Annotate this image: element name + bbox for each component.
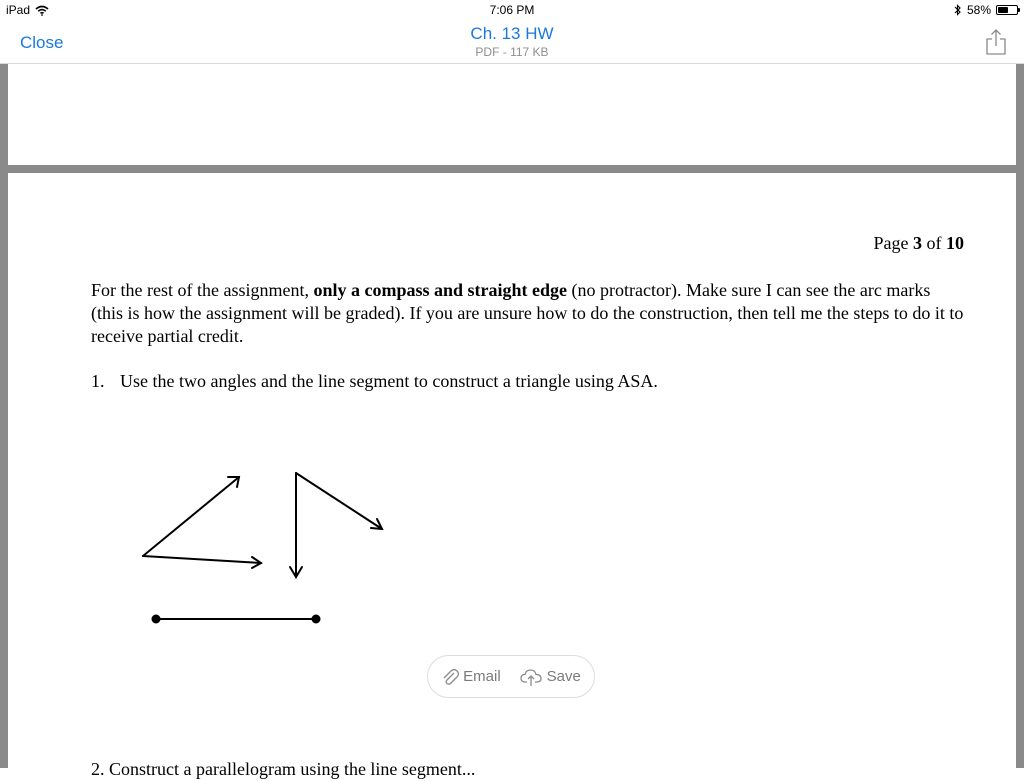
status-bar bbox=[0, 0, 1024, 20]
battery-icon bbox=[996, 5, 1018, 15]
document-title: Ch. 13 HW bbox=[470, 24, 554, 43]
intro-text-2: (no protractor). Make sure I can see the arc marks (this is how the assignment will be graded). If you are unsure how to do the construction, then tell me the steps to do it to receive partial credit. bbox=[91, 280, 964, 346]
title-block bbox=[0, 24, 1024, 60]
share-icon[interactable] bbox=[984, 28, 1008, 56]
device-label: iPad bbox=[6, 3, 31, 17]
save-button[interactable] bbox=[519, 667, 581, 687]
page-of: of bbox=[926, 233, 942, 253]
cloud-upload-icon bbox=[519, 667, 543, 687]
floating-toolbar bbox=[427, 655, 595, 698]
page-separator bbox=[0, 165, 1024, 173]
question-2-partial: 2. Construct a parallelogram using the line segment... bbox=[91, 759, 476, 779]
right-gutter bbox=[1016, 64, 1024, 768]
paperclip-icon bbox=[441, 667, 459, 687]
page-total: 10 bbox=[946, 233, 964, 253]
page-current: 3 bbox=[913, 233, 922, 253]
battery-percent: 58% bbox=[966, 3, 991, 17]
email-label: Email bbox=[463, 668, 501, 685]
document-subtitle: PDF - 117 KB bbox=[475, 45, 549, 59]
bluetooth-icon bbox=[954, 4, 962, 16]
previous-page bbox=[8, 64, 1016, 165]
angle-2-figure bbox=[290, 473, 382, 577]
page-label: Page bbox=[873, 233, 909, 253]
save-label: Save bbox=[546, 668, 581, 685]
question-1-text: Use the two angles and the line segment to construct a triangle using ASA. bbox=[120, 371, 658, 391]
status-right bbox=[954, 3, 1018, 17]
intro-text-1: For the rest of the assignment, bbox=[91, 280, 309, 300]
close-button[interactable]: Close bbox=[20, 33, 64, 52]
battery-fill bbox=[998, 7, 1008, 13]
left-gutter bbox=[0, 64, 8, 768]
status-time: 7:06 PM bbox=[489, 3, 535, 17]
question-1-number: 1. bbox=[91, 371, 105, 391]
angle-1-figure bbox=[143, 477, 261, 568]
intro-bold-text: only a compass and straight edge bbox=[313, 280, 567, 300]
line-segment-figure bbox=[152, 615, 321, 624]
email-button[interactable] bbox=[441, 667, 501, 687]
nav-bar bbox=[0, 20, 1024, 64]
